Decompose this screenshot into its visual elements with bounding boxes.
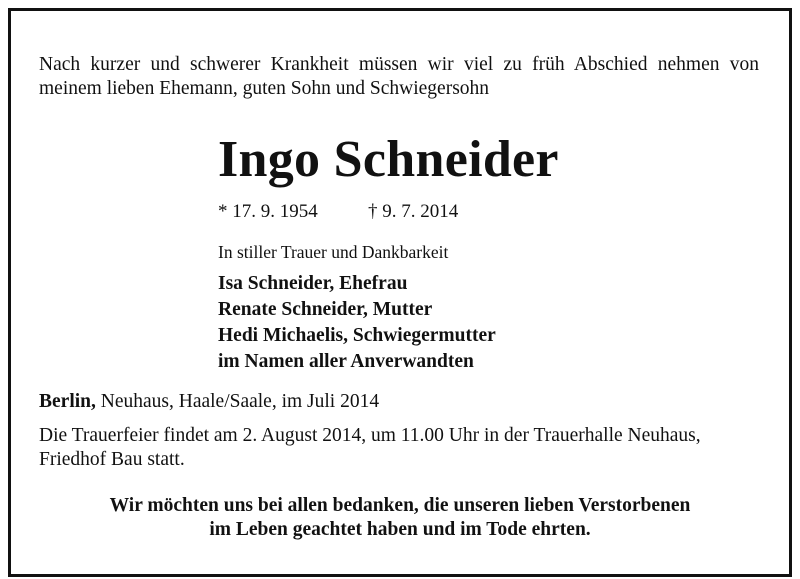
- mourning-line: In stiller Trauer und Dankbarkeit: [218, 242, 449, 262]
- mourner-item: Renate Schneider, Mutter: [218, 299, 433, 320]
- life-dates: [218, 200, 459, 224]
- deceased-name: Ingo Schneider: [218, 131, 559, 188]
- mourner-item: im Namen aller Anverwandten: [218, 351, 474, 372]
- intro-text: Nach kurzer und schwerer Krankheit müssen wir viel zu früh Abschied nehmen von meinem lieben Ehemann, guten Sohn und Schwiegersohn: [39, 54, 759, 99]
- mourner-item: Hedi Michaelis, Schwiegermutter: [218, 325, 496, 346]
- death-date: † 9. 7. 2014: [368, 201, 459, 222]
- thanks-message: [39, 494, 761, 542]
- thanks-line-1: Wir möchten uns bei allen bedanken, die unseren lieben Verstorbenen: [109, 495, 691, 516]
- mourners-list: [218, 271, 496, 375]
- mourner-item: Isa Schneider, Ehefrau: [218, 273, 408, 294]
- place-and-date: [39, 390, 379, 414]
- birth-date: * 17. 9. 1954: [218, 201, 318, 222]
- place-city: Berlin,: [39, 391, 96, 412]
- thanks-line-2: im Leben geachtet haben und im Tode ehrten.: [209, 519, 591, 540]
- place-rest: Neuhaus, Haale/Saale, im Juli 2014: [95, 391, 380, 412]
- ceremony-info: Die Trauerfeier findet am 2. August 2014, um 11.00 Uhr in der Trauerhalle Neuhaus, Friedhof Bau statt.: [39, 425, 701, 470]
